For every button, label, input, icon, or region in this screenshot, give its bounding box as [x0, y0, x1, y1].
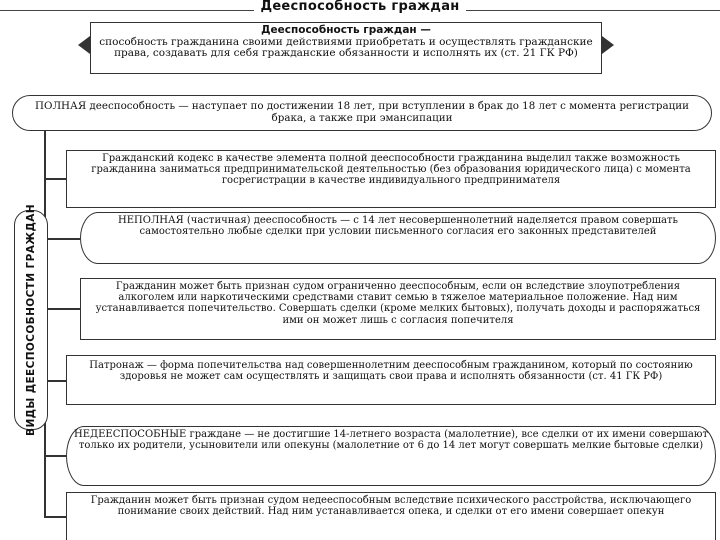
- connector-b4: [44, 308, 80, 310]
- partial-capacity-block: [80, 212, 716, 264]
- declared-incapable-text: Гражданин может быть признан судом недееспособным вследствие психического расстройства, исключающего понимание своих действий. Над ним устанавливается опека, и сделки от его имени совершает опекун: [90, 495, 692, 518]
- definition-text: способность гражданина своими действиями приобретать и осуществлять гражданские права, создавать для себя гражданские обязанности и исполнять их (ст. 21 ГК РФ): [99, 35, 593, 59]
- connector-b2: [44, 178, 66, 180]
- limited-capacity-block: [80, 278, 716, 340]
- page-title: [0, 0, 720, 16]
- left-pointer-triangle: [78, 36, 90, 54]
- full-capacity-block: [12, 95, 712, 131]
- connector-b7: [44, 516, 66, 518]
- right-pointer-triangle: [602, 36, 614, 54]
- limited-capacity-text: Гражданин может быть признан судом ограниченно дееспособным, если он вследствие злоупотребления алкоголем или наркотическими средствами ставит семью в тяжелое материальное положение. Над ним устанавливается попечительство. Совершать сделки (кроме мелких бытовых), получать доходы и распоряжаться ими он может лишь с согласия попечителя: [95, 281, 701, 326]
- connector-b6: [44, 455, 66, 457]
- types-side-label: [14, 204, 48, 436]
- declared-incapable-block: [66, 492, 716, 540]
- full-capacity-text: ПОЛНАЯ дееспособность — наступает по достижении 18 лет, при вступлении в брак до 18 лет с момента регистрации брака, а также при эмансипации: [35, 100, 689, 124]
- entrepreneur-block: [66, 150, 716, 208]
- page-title-text: Дееспособность граждан: [254, 0, 465, 14]
- incapable-text: НЕДЕЕСПОСОБНЫЕ граждане — не достигшие 14-летнего возраста (малолетние), все сделки от их имени совершают только их родители, усыновители или опекуны (малолетние от 6 до 14 лет могут совершать мелкие бытовые сделки): [73, 429, 709, 452]
- patronage-text: Патронаж — форма попечительства над совершеннолетним дееспособным гражданином, который по состоянию здоровья не может сам осуществлять и защищать свои права и исполнять обязанности (ст. 41 ГК РФ): [89, 360, 693, 383]
- definition-lead: Дееспособность граждан —: [261, 24, 431, 36]
- types-side-label-text: ВИДЫ ДЕЕСПОСОБНОСТИ ГРАЖДАН: [25, 204, 37, 436]
- definition-box: [90, 22, 602, 74]
- connector-b3: [44, 238, 80, 240]
- entrepreneur-text: Гражданский кодекс в качестве элемента полной дееспособности гражданина выделил также возможность гражданина заниматься предпринимательской деятельностью (без образования юридического лица) с момента госрегистрации в качестве индивидуального предпринимателя: [91, 153, 691, 187]
- patronage-block: [66, 355, 716, 405]
- incapable-block: [66, 426, 716, 486]
- partial-capacity-text: НЕПОЛНАЯ (частичная) дееспособность — с 14 лет несовершеннолетний наделяется правом совершать самостоятельно любые сделки при условии письменного согласия его законных представителей: [118, 215, 678, 238]
